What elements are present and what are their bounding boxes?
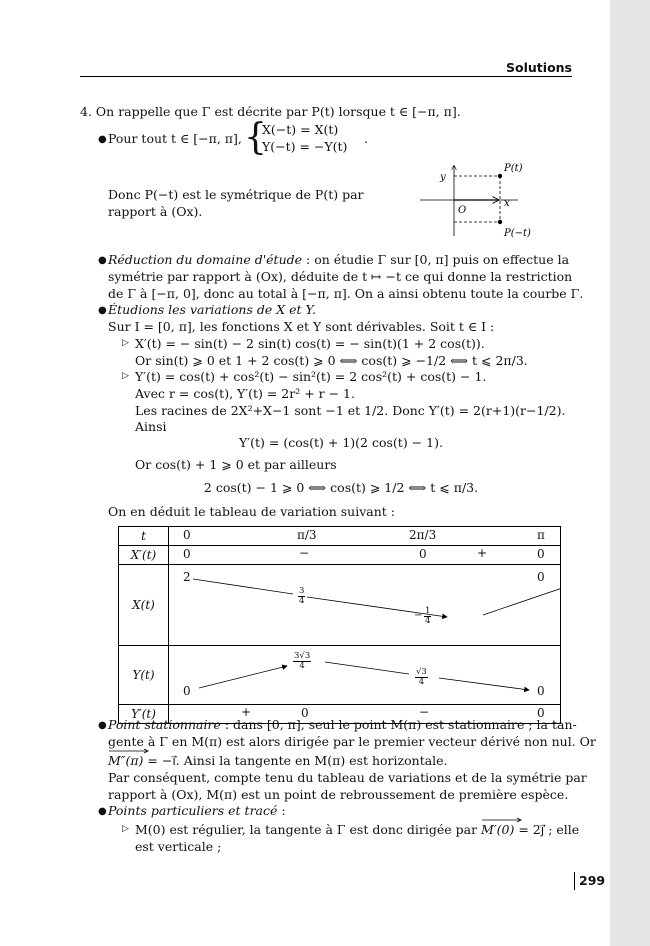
yprime-line3: Les racines de 2X²+X−1 sont −1 et 1/2. Donc Y′(t) = 2(r+1)(r−1/2). xyxy=(135,403,566,418)
sign-cell: − xyxy=(419,705,430,719)
table-head-x: X(t) xyxy=(132,598,155,612)
points-text1: M(0) est régulier, la tangente à Γ est donc dirigée par xyxy=(135,822,482,837)
y-value-end: 0 xyxy=(537,684,545,698)
frac-num: 3 xyxy=(299,586,305,596)
stationnaire-title: Point stationnaire xyxy=(108,717,221,732)
x-value-mid xyxy=(298,587,305,606)
point-pt xyxy=(498,174,502,178)
t-value: 2π/3 xyxy=(409,528,437,542)
variation-table xyxy=(118,526,561,724)
row-t xyxy=(119,527,561,546)
vector-m-second xyxy=(108,753,143,768)
system-end: . xyxy=(364,131,368,146)
symmetry-line: Pour tout t ∈ [−π, π], xyxy=(108,131,242,146)
triangle-marker: ▷ xyxy=(122,371,129,381)
sign-cell: 0 xyxy=(183,547,191,561)
x-value-min xyxy=(424,607,431,626)
sign-cell: 0 xyxy=(537,547,545,561)
points-title xyxy=(108,803,286,818)
t-value: π xyxy=(537,528,545,542)
triangle-marker: ▷ xyxy=(122,338,129,348)
frac-den: 4 xyxy=(299,661,305,671)
yprime-line1: Y′(t) = cos(t) + cos²(t) − sin²(t) = 2 cos²(t) + cos(t) − 1. xyxy=(135,369,487,384)
vector-m-prime-text: M′(0) xyxy=(481,822,515,837)
reduction-text1: : on étudie Γ sur [0, π] puis on effectue la xyxy=(302,252,570,267)
frac-num: 3√3 xyxy=(294,651,311,661)
yprime-line5: Or cos(t) + 1 ⩾ 0 et par ailleurs xyxy=(135,457,337,472)
y-arrows xyxy=(169,646,561,704)
running-header xyxy=(80,60,572,77)
yprime-line4: Ainsi xyxy=(135,419,167,434)
x-arrow-seg1 xyxy=(193,579,293,594)
q4-intro xyxy=(80,104,461,119)
vector-m-prime xyxy=(481,822,514,837)
points-text1-end: = 2ȷ⃗ ; elle xyxy=(514,822,580,837)
frac-den: 4 xyxy=(425,616,431,626)
frac-den: 4 xyxy=(418,677,425,687)
donc-line2: rapport à (Ox). xyxy=(108,204,203,219)
x-value-start: 2 xyxy=(183,570,191,584)
donc-line1: Donc P(−t) est le symétrique de P(t) par xyxy=(108,187,364,202)
yprime-line2: Avec r = cos(t), Y′(t) = 2r² + r − 1. xyxy=(135,386,355,401)
bullet: ● xyxy=(98,806,107,817)
vector-m-second-text: M″(π) xyxy=(108,753,144,768)
stationnaire-text3: = −ı⃗. Ainsi la tangente en M(π) est horizontale. xyxy=(143,753,448,768)
xprime-line2: Or sin(t) ⩾ 0 et 1 + 2 cos(t) ⩾ 0 ⟺ cos(t) ⩾ −1/2 ⟺ t ⩽ 2π/3. xyxy=(135,353,528,368)
stationnaire-line1 xyxy=(108,717,577,732)
yprime-equation: Y′(t) = (cos(t) + 1)(2 cos(t) − 1). xyxy=(239,435,443,450)
points-title-text: Points particuliers et tracé xyxy=(108,803,278,818)
system-brace: { xyxy=(244,117,267,158)
points-line1 xyxy=(135,822,579,837)
y-value-mid xyxy=(415,668,428,687)
row-x xyxy=(119,565,561,646)
table-head-yprime: Y′(t) xyxy=(131,707,156,721)
frac-num: √3 xyxy=(416,667,427,677)
stationnaire-text1: : dans [0, π], seul le point M(π) est stationnaire ; la tan- xyxy=(220,717,577,732)
sign-cell: − xyxy=(299,546,310,560)
page-number: 299 xyxy=(574,872,605,890)
fig-pt-label: P(t) xyxy=(504,163,523,174)
vector-arrow xyxy=(481,817,523,823)
sign-cell: 0 xyxy=(301,706,309,720)
page-margin-band xyxy=(610,0,650,946)
table-head-t: t xyxy=(141,529,146,543)
etudions-title xyxy=(108,302,316,317)
triangle-marker: ▷ xyxy=(122,824,129,834)
fig-origin-label: O xyxy=(458,205,467,216)
y-value-start: 0 xyxy=(183,684,191,698)
y-value-max xyxy=(293,652,311,671)
x-arrows xyxy=(169,565,561,645)
frac-num: 1 xyxy=(425,606,431,616)
q4-intro-text: On rappelle que Γ est décrite par P(t) lorsque t ∈ [−π, π]. xyxy=(95,104,461,119)
fig-x-label: x xyxy=(504,198,510,209)
bullet: ● xyxy=(98,305,107,316)
t-value: π/3 xyxy=(297,528,317,542)
fig-pmt-label: P(−t) xyxy=(504,228,531,239)
bullet: ● xyxy=(98,134,107,145)
bullet: ● xyxy=(98,720,107,731)
symmetry-figure xyxy=(418,158,548,240)
header-title: Solutions xyxy=(506,60,572,75)
row-y xyxy=(119,646,561,705)
row-xprime xyxy=(119,546,561,565)
y-arrow-seg2 xyxy=(325,662,409,674)
stationnaire-line4: Par conséquent, compte tenu du tableau de variations et de la symétrie par xyxy=(108,770,587,785)
stationnaire-line3 xyxy=(108,753,448,768)
etudions-line1: Sur I = [0, π], les fonctions X et Y sont dérivables. Soit t ∈ I : xyxy=(108,319,495,334)
t-value: 0 xyxy=(183,528,191,542)
reduction-title: Réduction du domaine d'étude xyxy=(108,252,303,267)
frac-den: 4 xyxy=(299,596,305,606)
y-arrow-seg3 xyxy=(439,678,529,690)
sign-cell: 0 xyxy=(419,547,427,561)
system-eq2: Y(−t) = −Y(t) xyxy=(262,139,348,154)
stationnaire-line2: gente à Γ en M(π) est alors dirigée par le premier vecteur dérivé non nul. Or xyxy=(108,734,596,749)
x-value-end: 0 xyxy=(537,570,545,584)
sign-cell: 0 xyxy=(537,706,545,720)
sign-cell: + xyxy=(477,546,488,560)
bullet: ● xyxy=(98,255,107,266)
x-min-sign: − xyxy=(414,610,423,621)
system-eq1: X(−t) = X(t) xyxy=(262,122,339,137)
deduit-line: On en déduit le tableau de variation suivant : xyxy=(108,504,395,519)
yprime-equation2: 2 cos(t) − 1 ⩾ 0 ⟺ cos(t) ⩾ 1/2 ⟺ t ⩽ π/3. xyxy=(203,480,479,495)
reduction-line2: symétrie par rapport à (Ox), déduite de t ↦ −t ce qui donne la restriction xyxy=(108,269,573,284)
xprime-line1: X′(t) = − sin(t) − 2 sin(t) cos(t) = − sin(t)(1 + 2 cos(t)). xyxy=(135,336,485,351)
point-pmt xyxy=(498,220,502,224)
etudions-title-text: Étudions les variations de X et Y. xyxy=(108,302,317,317)
stationnaire-line5: rapport à (Ox), M(π) est un point de rebroussement de première espèce. xyxy=(108,787,569,802)
reduction-line1 xyxy=(108,252,569,267)
points-line2: est verticale ; xyxy=(135,839,222,854)
table-head-y: Y(t) xyxy=(132,668,155,682)
x-arrow-seg3 xyxy=(483,585,561,615)
q4-number: 4. xyxy=(80,104,92,119)
sign-cell: + xyxy=(241,705,252,719)
points-title-end: : xyxy=(277,803,286,818)
table-head-xprime: X′(t) xyxy=(130,548,157,562)
y-arrow-seg1 xyxy=(199,666,287,688)
vector-arrow xyxy=(108,748,150,754)
fig-y-label: y xyxy=(440,172,446,183)
reduction-line3: de Γ à [−π, 0], donc au total à [−π, π]. On a ainsi obtenu toute la courbe Γ. xyxy=(108,286,584,301)
